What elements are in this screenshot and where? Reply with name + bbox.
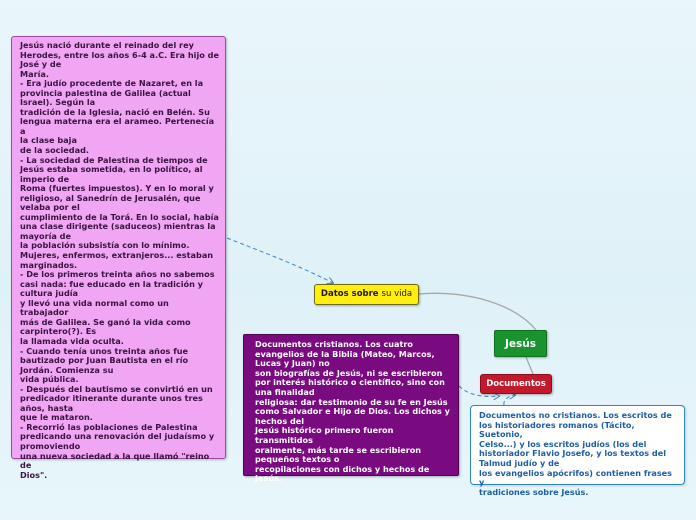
connector-jesus-documentos (526, 357, 533, 374)
jesus-central-topic[interactable]: Jesús (494, 330, 547, 357)
documentos-cristianos-topic[interactable]: Documentos cristianos. Los cuatro evangelios de la Biblia (Mateo, Marcos, Lucas y Juan) no son biografías de Jesús, ni se escribieron por interés histórico o científico, sino con una finalidad religiosa: dar testimonio de su fe en Jesús como Salvador e Hijo de Dios. Los dichos y hechos del Jesús histórico primero fueron transmitidos oralmente, más tarde se escribieron pequeños textos o recopilaciones con dichos y hechos de Jesús. (243, 334, 459, 476)
documentos-topic[interactable]: Documentos (480, 374, 552, 394)
connector-jesus-datos (419, 293, 536, 330)
documentos-no-cristianos-topic[interactable]: Documentos no cristianos. Los escritos de los historiadores romanos (Tácito, Suetonio, Celso...) y los escritos judíos (los del historiador Flavio Josefo, y los textos del Talmud judío y de los evangelios apócrifos) contienen frases y tradiciones sobre Jesús. (470, 405, 685, 485)
biography-topic[interactable]: Jesús nació durante el reinado del rey Herodes, entre los años 6-4 a.C. Era hijo de José y de María. - Era judío procedente de Nazaret, en la provincia palestina de Galilea (actual Israel). Según la tradición de la Iglesia, nació en Belén. Su lengua materna era el arameo. Pertenecía a la clase baja de la sociedad. - La sociedad de Palestina de tiempos de Jesús estaba sometida, en lo político, al imperio de Roma (fuertes impuestos). Y en lo moral y religioso, al Sanedrín de Jerusalén, que velaba por el cumplimiento de la Torá. En lo social, había una clase dirigente (saduceos) mientras la mayoría de la población subsistía con lo mínimo. Mujeres, enfermos, extranjeros... estaban marginados. - De los primeros treinta años no sabemos casi nada: fue educado en la tradición y cultura judía y llevó una vida normal como un trabajador más de Galilea. Se ganó la vida como carpintero(?). Es la llamada vida oculta. - Cuando tenía unos treinta años fue bautizado por Juan Bautista en el río Jordán. Comienza su vida pública. - Después del bautismo se convirtió en un predicador itinerante durante unos tres años, hasta que le mataron. - Recorrió las poblaciones de Palestina predicando una renovación del judaísmo y promoviendo una nueva sociedad a la que llamó "reino de Dios". (11, 36, 226, 459)
datos-sobre-su-vida-topic[interactable] (314, 284, 419, 305)
connector-nocristianos-documentos (504, 395, 515, 405)
connector-bio-datos (227, 238, 333, 283)
datos-label-part1: Datos sobre (320, 289, 379, 299)
datos-label-part2: su vida (381, 289, 413, 299)
